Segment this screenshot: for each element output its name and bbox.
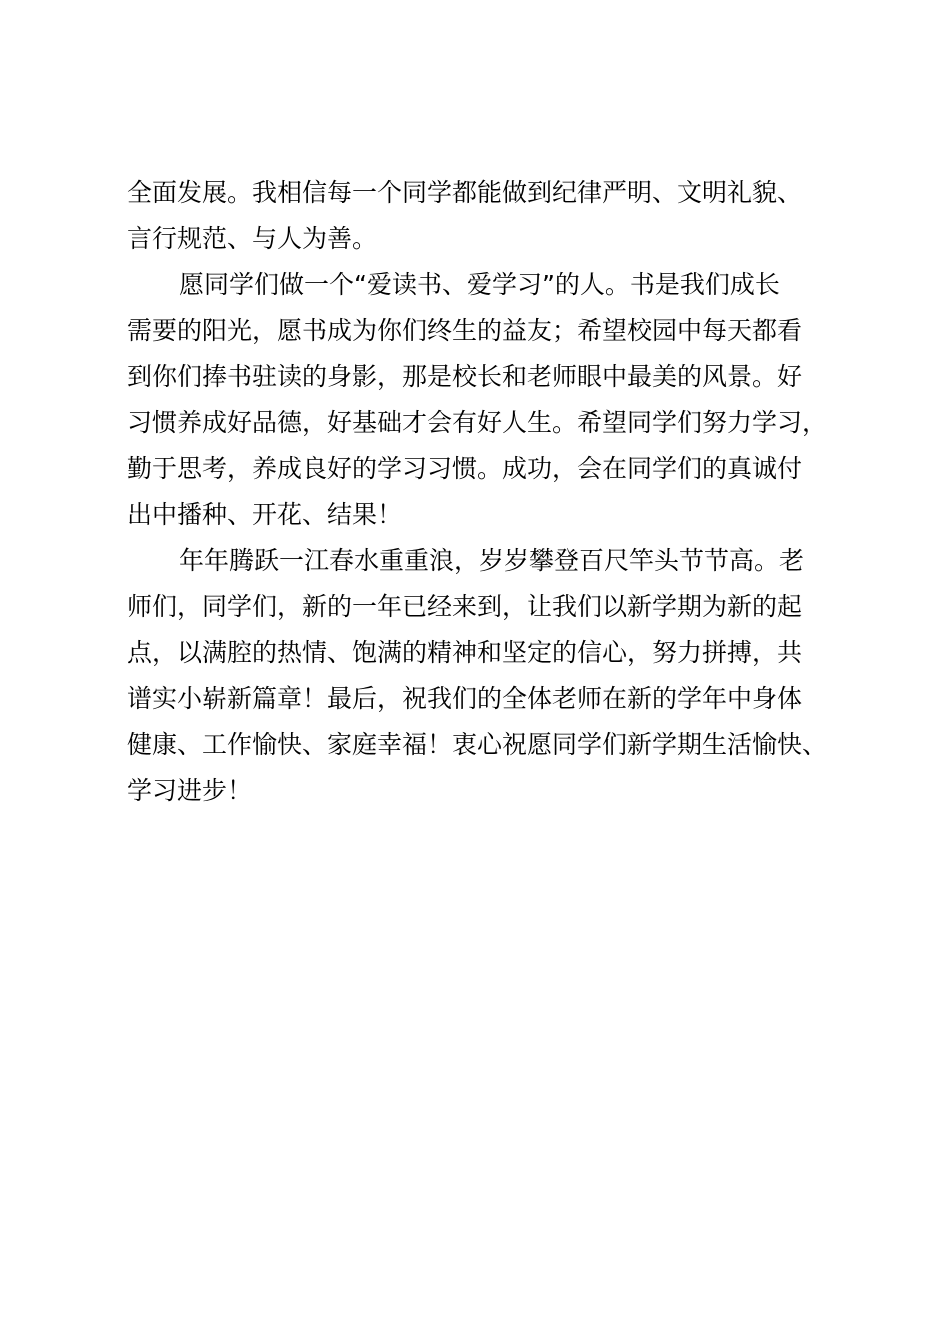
paragraph-line: 学习进步！ [127,776,253,805]
paragraph-line: 健康、工作愉快、家庭幸福！衷心祝愿同学们新学期生活愉快、 [127,730,828,759]
paragraph-line: 点，以满腔的热情、饱满的精神和坚定的信心，努力拼搏，共 [127,638,803,667]
paragraph-2 [127,262,857,538]
paragraph-line: 到你们捧书驻读的身影，那是校长和老师眼中最美的风景。好 [127,362,803,391]
paragraph-line: 言行规范、与人为善。 [127,224,378,253]
paragraph-line: 愿同学们做一个“爱读书、爱学习”的人。书是我们成长 [179,270,780,299]
paragraph-line: 习惯养成好品德，好基础才会有好人生。希望同学们努力学习， [127,408,828,437]
paragraph-line: 谱实小崭新篇章！最后，祝我们的全体老师在新的学年中身体 [127,684,803,713]
paragraph-line: 年年腾跃一江春水重重浪，岁岁攀登百尺竿头节节高。老 [179,546,805,575]
paragraph-line: 勤于思考，养成良好的学习习惯。成功，会在同学们的真诚付 [127,454,803,483]
paragraph-line: 出中播种、开花、结果！ [127,500,403,529]
paragraph-line: 需要的阳光，愿书成为你们终生的益友；希望校园中每天都看 [127,316,803,345]
document-body [127,170,857,814]
paragraph-1 [127,170,857,262]
paragraph-line: 全面发展。我相信每一个同学都能做到纪律严明、文明礼貌、 [127,178,803,207]
paragraph-line: 师们，同学们，新的一年已经来到，让我们以新学期为新的起 [127,592,803,621]
paragraph-3 [127,538,857,814]
